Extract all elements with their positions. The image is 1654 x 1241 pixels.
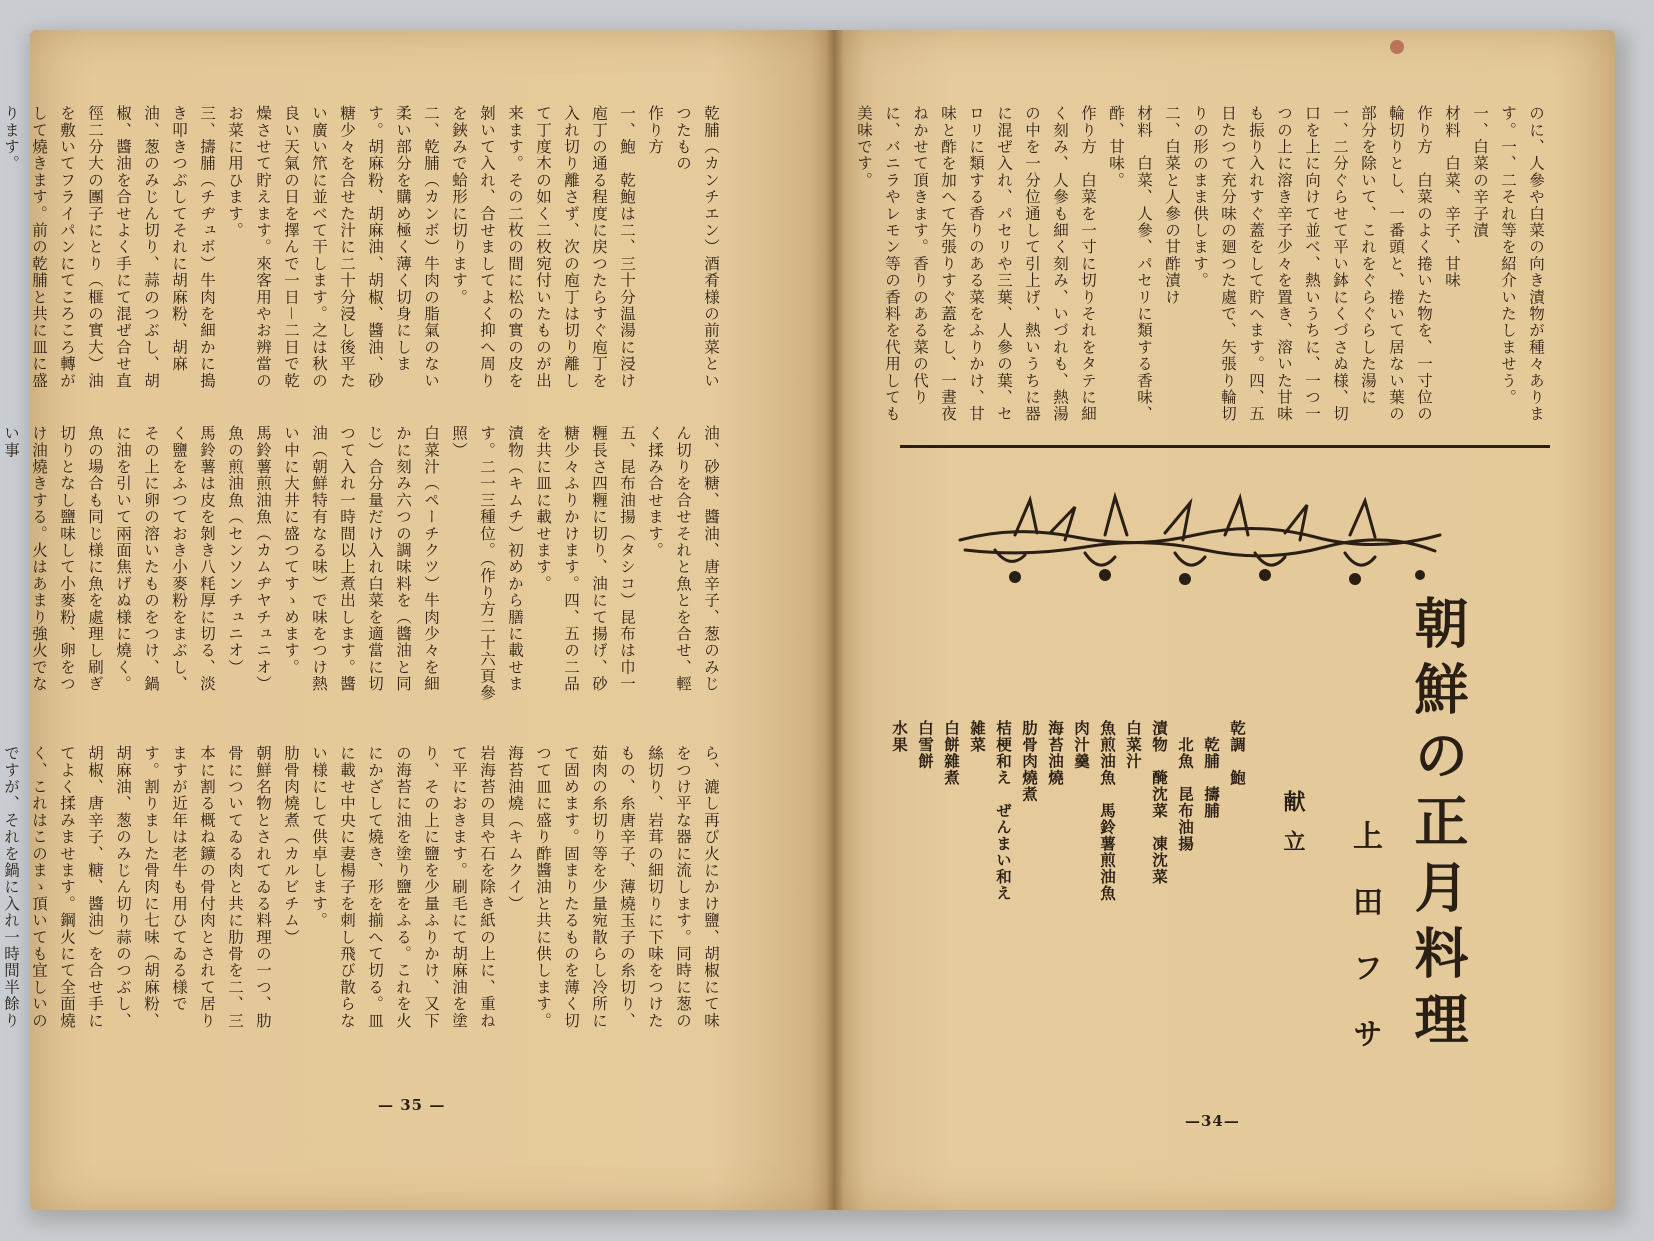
left-page-middle-text: 油、砂糖、醬油、唐辛子、葱のみじん切りを合せそれと魚とを合せ、輕く揉み合せます。 五、昆布油揚（タシコ）昆布は巾一糎長さ四糎に切り、油にて揚げ、砂糖少々ふりかけます。四、五の二品を共に皿に載せます。 漬物（キムチ）初めから膳に載せます。二一三種位。（作り方二十六頁參照） 白菜汁（ペーチクツ）牛肉少々を細かに刻み六つの調味料を（醬油と同じ）合分量だけ入れ白菜を適當に切つて入れ一時間以上煮出します。醬油（朝鮮特有なる味）で味をつけ熱い中に大井に盛つてすゝめます。 馬鈴薯煎油魚（カムヂヤチュニオ） 魚の煎油魚（センソンチュニオ） 馬鈴薯は皮を剝き八粍厚に切る、淡く鹽をふつておき小麥粉をまぶし、その上に卵の溶いたものをつけ、鍋に油を引いて兩面焦げぬ様に燒く。魚の場合も同じ様に魚を處理し刷ぎ切りとなし鹽味して小麥粉、卵をつけ油燒きする。火はあまり強火でない事 (2, 425, 720, 702)
menu-item: 魚煎油魚 馬鈴薯煎油魚 (1098, 720, 1117, 902)
menu-item: 漬物 醃沈菜 凍沈菜 (1150, 720, 1169, 885)
menu-item: 白菜汁 (1124, 720, 1143, 770)
menu-item: 白餅雜煮 (942, 720, 961, 786)
menu-item: 肉汁羹 (1072, 720, 1091, 770)
menu-list (890, 720, 1250, 980)
menu-item: 乾脯 擣脯 (1202, 720, 1221, 819)
left-page-lower-text: ら、漉し再び火にかけ鹽、胡椒にて味をつけ平な器に流します。同時に葱の絲切り、岩茸の細切りに下味をつけたもの、糸唐辛子、薄燒玉子の糸切り、茹肉の糸切り等を少量宛散らし冷所にて固めます。固まりたるものを薄く切つて皿に盛り酢醬油と共に供します。 海苔油燒（キムクイ） 岩海苔の貝や石を除き紙の上に、重ねて平におきます。刷毛にて胡麻油を塗り、その上に鹽を少量ふりかけ、又下の海苔に油を塗り鹽をふる。これを火にかざして燒き、形を揃へて切る。皿に載せ中央に妻楊子を刺し飛び散らない様にして供卓します。 肋骨肉燒煮（カルビチム） 朝鮮名物とされてゐる料理の一つ、肋骨についてゐる肉と共に肋骨を二、三本に割る概ね鑛の骨付肉とされて居りますが近年は老牛も用ひてゐる様です。割りました骨肉に七味（胡麻粉、胡麻油、葱のみじん切り蒜のつぶし、胡椒、唐辛子、糖、醬油）を合せ手にてよく揉みませます。鋼火にて全面燒く、これはこのまゝ頂いても宜しいのですが、それを鍋に入れ一時間半餘り (2, 745, 720, 1029)
menu-item: 乾調 鮑 (1228, 720, 1247, 786)
menu-item: 白雪餅 (916, 720, 935, 770)
menu-item: 海苔油燒 (1046, 720, 1065, 786)
book-gutter (826, 30, 844, 1210)
menu-item: 肋骨肉燒煮 (1020, 720, 1039, 803)
menu-heading: 献立 (1280, 790, 1306, 870)
page-number-left: — 35 — (378, 1096, 446, 1114)
menu-item: 水果 (890, 720, 909, 753)
article-title: 朝鮮の正月料理 (1406, 595, 1470, 1057)
menu-item: 桔梗和え ぜんまい和え (994, 720, 1013, 902)
floral-ornament-icon (955, 495, 1445, 595)
page-number-right: —34— (1185, 1112, 1240, 1130)
left-page-upper-text: 乾脯（カンチエン）酒肴様の前菜といつたもの 作り方 一、鮑 乾鮑は二、三十分温湯に浸け庖丁の通る程度に戻つたらすぐ庖丁を入れ切り離さず、次の庖丁は切り離して丁度木の如く二枚宛付いたものが出来ます。その二枚の間に松の實の皮を剝いて入れ、合せましてよく抑へ周りを鋏みで蛤形に切ります。 二、乾脯（カンボ）牛肉の脂氣のない柔い部分を購め極く薄く切身にします。胡麻粉、胡麻油、胡椒、醬油、砂糖少々を合せた汁に二十分浸し後平たい廣い笊に並べて干します。之は秋の良い天氣の日を擇んで一日－二日で乾燥させて貯えます。來客用やお辨當のお菜に用ひます。 三、擣脯（チヂュボ）牛肉を細かに搗き叩きつぶしてそれに胡麻粉、胡麻油、葱のみじん切り、蒜のつぶし、胡椒、醬油を合せよく手にて混ぜ合せ直徑二分大の團子にとり（榧の實大）油を敷いてフライパンにてころころ轉がして燒きます。前の乾脯と共に皿に盛ります。 (2, 105, 720, 389)
menu-item: 雑菜 (968, 720, 987, 753)
paper-stain (1390, 40, 1404, 54)
article-author: 上田フサ (1347, 820, 1382, 1084)
section-divider (900, 445, 1550, 448)
menu-item: 北魚 昆布油揚 (1176, 720, 1195, 852)
right-page-upper-text: のに、人參や白菜の向き漬物が種々あります。一、二それ等を紹介いたしませう。 一、白菜の辛子漬 材料 白菜、辛子、甘味 作り方 白菜のよく捲いた物を、一寸位の輪切りとし、一番頭と、捲いて居ない葉の部分を除いて、これをぐらぐらした湯に一、二分ぐらせて平い鉢にくづさぬ様、切口を上に向けて並べ、熱いうちに、一つ一つの上に溶き辛子少々を置き、溶いた甘味も振り入れすぐ蓋をして貯へます。四、五日たつて充分味の廻つた處で、矢張り輪切りの形のまま供します。 二、白菜と人參の甘酢漬け 材料 白菜、人參、パセリに類する香味、酢、甘味。 作り方 白菜を一寸に切りそれをタテに細く刻み、人參も細く刻み、いづれも、熱湯の中を一分位通して引上げ、熱いうちに器に混ぜ入れ、パセリや三葉、人參の葉、セロリに類する香りのある菜をふりかけ、甘味と酢を加へて矢張りすぐ蓋をし、一晝夜ねかせて頂きます。香りのある菜の代りに、バニラやレモン等の香料を代用しても美味です。 (855, 105, 1545, 423)
